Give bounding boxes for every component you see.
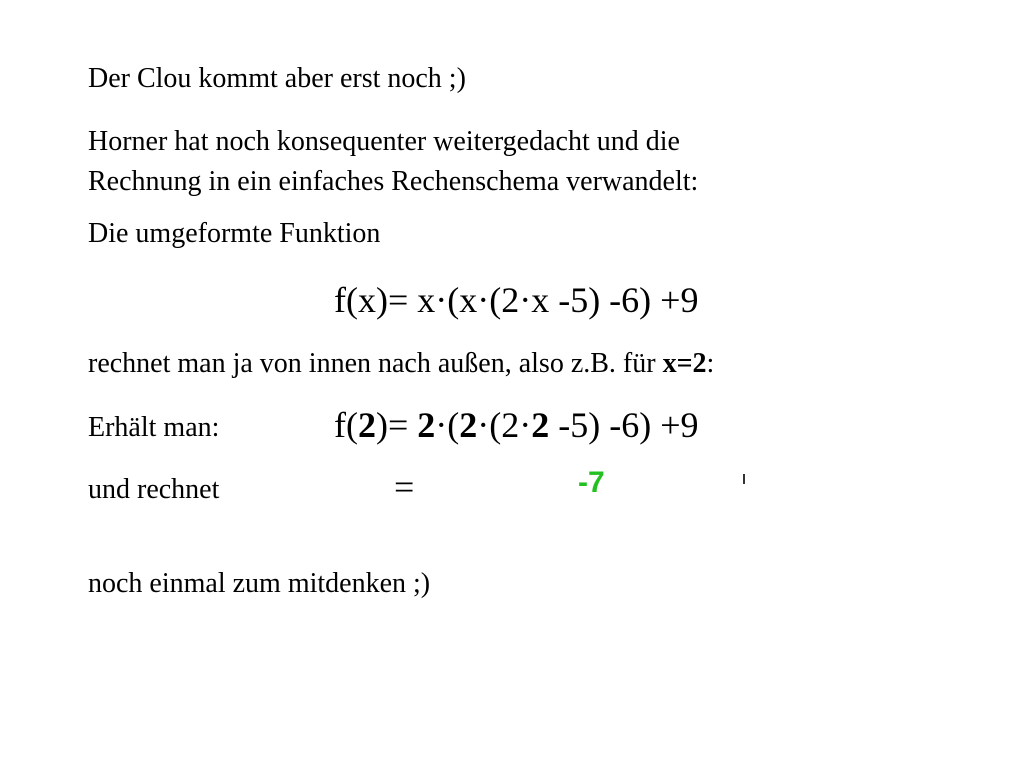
example-text: also z.B. für [518, 348, 656, 379]
method-line [88, 346, 714, 382]
colon: : [706, 348, 715, 379]
formula-part: f( [334, 405, 358, 445]
example-value: x=2 [662, 348, 707, 379]
result-value: -7 [578, 466, 605, 499]
compute-label: und rechnet [88, 474, 220, 505]
equals-sign: = [394, 467, 415, 507]
closing-line: noch einmal zum mitdenken ;) [88, 568, 431, 599]
formula-part: -5) -6) +9 [549, 405, 699, 445]
paragraph-line-2: Rechnung in ein einfaches Rechenschema verwandelt: [88, 166, 699, 197]
function-formula: f(x)= x·(x·(2·x -5) -6) +9 [334, 280, 699, 320]
formula-value: 2 [357, 405, 376, 445]
substituted-formula [334, 405, 699, 445]
formula-value: 2 [417, 405, 436, 445]
formula-value: 2 [459, 405, 478, 445]
intro-line: Der Clou kommt aber erst noch ;) [88, 63, 466, 94]
formula-part: )= [375, 405, 418, 445]
small-mark [743, 474, 745, 484]
method-text: rechnet man ja von innen nach außen, [88, 348, 512, 379]
formula-part: ·( [435, 405, 460, 445]
paragraph-line-1: Horner hat noch konsequenter weitergedacht und die [88, 126, 680, 157]
function-intro: Die umgeformte Funktion [88, 218, 381, 249]
formula-value: 2 [531, 405, 550, 445]
formula-part: ·(2· [477, 405, 532, 445]
result-label: Erhält man: [88, 412, 220, 443]
